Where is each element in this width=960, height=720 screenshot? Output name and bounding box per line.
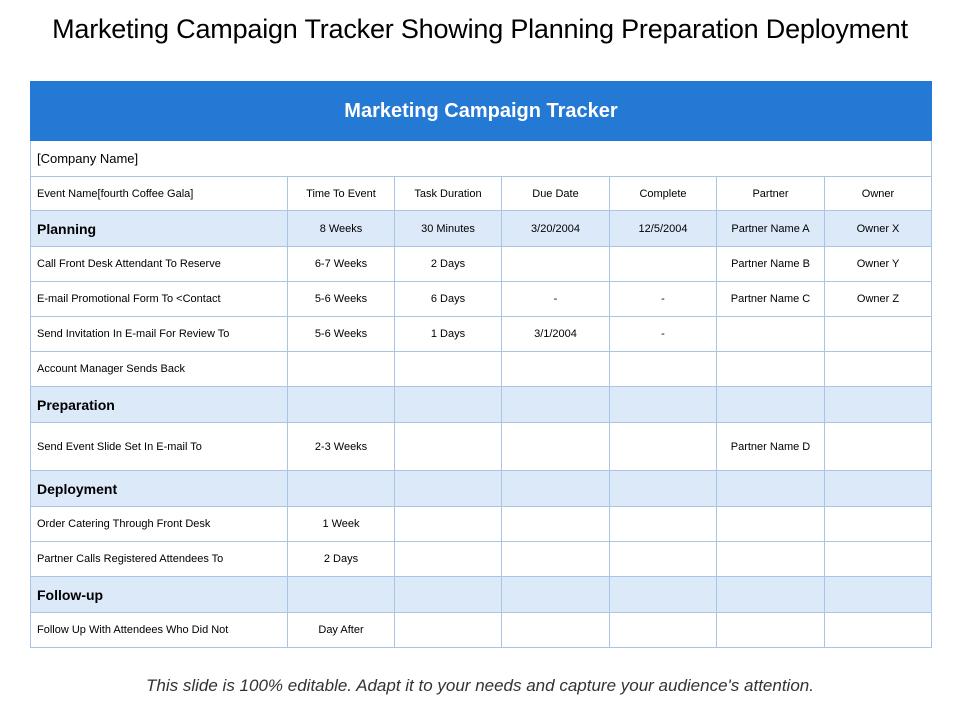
cell-partner	[717, 352, 825, 387]
cell-time-to-event: 2-3 Weeks	[288, 423, 395, 471]
cell-due-date: -	[502, 282, 610, 317]
cell-time-to-event: 2 Days	[288, 542, 395, 577]
cell-event-name: Send Invitation In E-mail For Review To	[31, 317, 288, 352]
cell-partner	[717, 387, 825, 423]
cell-event-name: Send Event Slide Set In E-mail To	[31, 423, 288, 471]
section-title: Planning	[31, 211, 288, 247]
column-header-due-date: Due Date	[502, 177, 610, 211]
cell-time-to-event	[288, 471, 395, 507]
cell-task-duration: 2 Days	[395, 247, 502, 282]
company-name-row	[31, 141, 932, 177]
section-row	[31, 387, 932, 423]
cell-partner	[717, 471, 825, 507]
cell-complete: -	[610, 282, 717, 317]
cell-owner	[825, 352, 932, 387]
section-title: Preparation	[31, 387, 288, 423]
cell-due-date	[502, 352, 610, 387]
cell-time-to-event: 5-6 Weeks	[288, 282, 395, 317]
table-row	[31, 247, 932, 282]
column-header-owner: Owner	[825, 177, 932, 211]
footer-note: This slide is 100% editable. Adapt it to your needs and capture your audience's attention.	[146, 676, 814, 695]
cell-owner	[825, 577, 932, 613]
cell-complete	[610, 542, 717, 577]
cell-complete	[610, 387, 717, 423]
column-header-complete: Complete	[610, 177, 717, 211]
cell-time-to-event: Day After	[288, 613, 395, 648]
cell-due-date	[502, 577, 610, 613]
cell-partner	[717, 542, 825, 577]
cell-owner	[825, 507, 932, 542]
cell-task-duration: 6 Days	[395, 282, 502, 317]
cell-owner	[825, 387, 932, 423]
cell-owner	[825, 542, 932, 577]
cell-event-name: Order Catering Through Front Desk	[31, 507, 288, 542]
column-header-event-name: Event Name[fourth Coffee Gala]	[31, 177, 288, 211]
cell-due-date	[502, 471, 610, 507]
cell-complete: 12/5/2004	[610, 211, 717, 247]
cell-due-date	[502, 247, 610, 282]
cell-partner	[717, 577, 825, 613]
section-title: Deployment	[31, 471, 288, 507]
cell-task-duration	[395, 542, 502, 577]
column-header-task-duration: Task Duration	[395, 177, 502, 211]
table-row	[31, 352, 932, 387]
cell-partner	[717, 317, 825, 352]
cell-owner	[825, 613, 932, 648]
cell-complete	[610, 423, 717, 471]
table-row	[31, 282, 932, 317]
column-header-row	[31, 177, 932, 211]
cell-complete	[610, 577, 717, 613]
cell-due-date	[502, 507, 610, 542]
section-row	[31, 471, 932, 507]
cell-event-name: Call Front Desk Attendant To Reserve	[31, 247, 288, 282]
cell-partner: Partner Name D	[717, 423, 825, 471]
table-row	[31, 507, 932, 542]
cell-complete	[610, 613, 717, 648]
cell-time-to-event	[288, 577, 395, 613]
page-title: Marketing Campaign Tracker Showing Planning Preparation Deployment	[52, 14, 908, 44]
cell-task-duration	[395, 471, 502, 507]
cell-partner: Partner Name C	[717, 282, 825, 317]
cell-task-duration	[395, 387, 502, 423]
cell-complete: -	[610, 317, 717, 352]
cell-partner: Partner Name A	[717, 211, 825, 247]
cell-due-date: 3/20/2004	[502, 211, 610, 247]
cell-time-to-event: 5-6 Weeks	[288, 317, 395, 352]
tracker-banner-title: Marketing Campaign Tracker	[31, 82, 932, 141]
cell-owner	[825, 423, 932, 471]
cell-complete	[610, 507, 717, 542]
section-row	[31, 211, 932, 247]
table-row	[31, 613, 932, 648]
cell-due-date	[502, 613, 610, 648]
cell-time-to-event: 6-7 Weeks	[288, 247, 395, 282]
cell-owner	[825, 317, 932, 352]
company-name: [Company Name]	[31, 141, 932, 177]
cell-due-date	[502, 423, 610, 471]
cell-task-duration	[395, 352, 502, 387]
cell-task-duration: 1 Days	[395, 317, 502, 352]
cell-time-to-event	[288, 387, 395, 423]
cell-task-duration	[395, 423, 502, 471]
table-row	[31, 542, 932, 577]
cell-event-name: Partner Calls Registered Attendees To	[31, 542, 288, 577]
cell-task-duration	[395, 613, 502, 648]
table-row	[31, 423, 932, 471]
cell-event-name: Follow Up With Attendees Who Did Not	[31, 613, 288, 648]
cell-complete	[610, 247, 717, 282]
cell-partner: Partner Name B	[717, 247, 825, 282]
cell-time-to-event: 1 Week	[288, 507, 395, 542]
cell-owner: Owner Z	[825, 282, 932, 317]
cell-owner	[825, 471, 932, 507]
section-title: Follow-up	[31, 577, 288, 613]
cell-due-date	[502, 387, 610, 423]
cell-complete	[610, 471, 717, 507]
campaign-tracker-table	[30, 81, 932, 648]
section-row	[31, 577, 932, 613]
cell-time-to-event	[288, 352, 395, 387]
cell-due-date	[502, 542, 610, 577]
cell-event-name: Account Manager Sends Back	[31, 352, 288, 387]
cell-time-to-event: 8 Weeks	[288, 211, 395, 247]
cell-partner	[717, 507, 825, 542]
cell-task-duration	[395, 507, 502, 542]
cell-complete	[610, 352, 717, 387]
cell-due-date: 3/1/2004	[502, 317, 610, 352]
cell-event-name: E-mail Promotional Form To <Contact	[31, 282, 288, 317]
column-header-partner: Partner	[717, 177, 825, 211]
table-row	[31, 317, 932, 352]
cell-task-duration	[395, 577, 502, 613]
cell-task-duration: 30 Minutes	[395, 211, 502, 247]
cell-owner: Owner Y	[825, 247, 932, 282]
column-header-time-to-event: Time To Event	[288, 177, 395, 211]
tracker-banner-row	[31, 82, 932, 141]
cell-partner	[717, 613, 825, 648]
cell-owner: Owner X	[825, 211, 932, 247]
